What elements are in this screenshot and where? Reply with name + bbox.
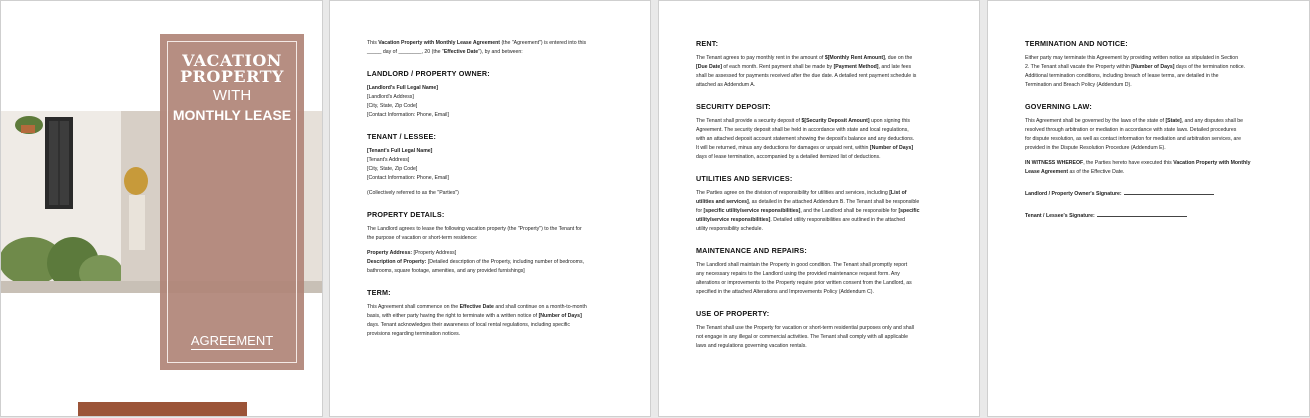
landlord-city: [City, State, Zip Code] xyxy=(367,103,418,109)
tenant-signature-label: Tenant / Lessee's Signature: xyxy=(1025,213,1095,219)
utilities-list: utilities and services] xyxy=(696,199,749,205)
property-heading: PROPERTY DETAILS: xyxy=(367,210,445,219)
rent-due-date: [Due Date] xyxy=(696,64,722,70)
witness-text: , the Parties hereto have executed this xyxy=(1083,160,1174,166)
maintenance-text: alterations or improvements to the Property require prior written consent from the Landlord, as xyxy=(696,280,912,286)
use-text: The Tenant shall use the Property for vacation or short-term residential purposes only and shall xyxy=(696,325,914,331)
intro-paragraph xyxy=(367,39,615,57)
utilities-list: [List of xyxy=(889,190,907,196)
intro-text: "), by and between: xyxy=(478,49,523,55)
tenant-signature-line xyxy=(1025,211,1273,221)
use-paragraph xyxy=(696,324,944,351)
term-text: days. Tenant acknowledges their awareness of local rental regulations, including specific xyxy=(367,322,570,328)
term-effective-date: Effective Date xyxy=(459,304,494,310)
property-address-value: [Property Address] xyxy=(412,250,457,256)
law-text: resolved through arbitration or mediation in accordance with state laws. Detailed procedures xyxy=(1025,127,1237,133)
term-text: This Agreement shall commence on the xyxy=(367,304,460,310)
utilities-heading: UTILITIES AND SERVICES: xyxy=(696,174,793,183)
rent-text: shall be assessed for payments received after the due date. A detailed rent payment schedule is xyxy=(696,73,917,79)
landlord-signature-line xyxy=(1025,189,1273,199)
utilities-text: The Parties agree on the division of responsibility for utilities and services, including xyxy=(696,190,890,196)
termination-text: days of the termination notice. xyxy=(1174,64,1246,70)
termination-text: Either party may terminate this Agreement by providing written notice as stipulated in Section xyxy=(1025,55,1239,61)
term-days: [Number of Days] xyxy=(538,313,582,319)
tenant-city: [City, State, Zip Code] xyxy=(367,166,418,172)
property-description-label: Description of Property: xyxy=(367,259,427,265)
term-text: and shall continue on a month-to-month xyxy=(493,304,587,310)
use-text: not engage in any illegal or commercial activities. The Tenant shall comply with all applicable xyxy=(696,334,909,340)
deposit-text: upon signing this xyxy=(869,118,910,124)
law-text: for dispute resolution, as well as contact information for mediation and arbitration services, are xyxy=(1025,136,1241,142)
deposit-amount: $[Security Deposit Amount] xyxy=(801,118,870,124)
rent-amount: $[Monthly Rent Amount] xyxy=(824,55,885,61)
tenant-address: [Tenant's Address] xyxy=(367,157,410,163)
term-paragraph xyxy=(367,303,615,339)
termination-text: 2. The Tenant shall vacate the Property within xyxy=(1025,64,1132,70)
cover-title-line3: WITH xyxy=(212,87,252,104)
law-text: provided in the Dispute Resolution Procedure (Addendum E). xyxy=(1025,145,1166,151)
cover-title-line1: VACATION xyxy=(182,51,282,70)
intro-effective-date: Effective Date xyxy=(443,49,479,55)
tenant-signature-field[interactable] xyxy=(1097,211,1187,217)
landlord-signature-label: Landlord / Property Owner's Signature: xyxy=(1025,191,1122,197)
landlord-heading: LANDLORD / PROPERTY OWNER: xyxy=(367,69,490,78)
termination-text: Termination and Breach Policy (Addendum D). xyxy=(1025,82,1132,88)
landlord-name: [Landlord's Full Legal Name] xyxy=(367,85,438,91)
landlord-signature-field[interactable] xyxy=(1124,189,1214,195)
page2-text xyxy=(367,39,615,339)
collectively-note: (Collectively referred to as the "Parties") xyxy=(367,190,459,196)
intro-text: (the "Agreement") is entered into this xyxy=(500,40,587,46)
termination-heading: TERMINATION AND NOTICE: xyxy=(1025,39,1128,48)
maintenance-text: The Landlord shall maintain the Property in good condition. The Tenant shall promptly report xyxy=(696,262,908,268)
cover-title-line4: MONTHLY LEASE xyxy=(172,107,292,123)
deposit-heading: SECURITY DEPOSIT: xyxy=(696,102,771,111)
utilities-text: , and the Landlord shall be responsible for xyxy=(800,208,899,214)
property-text: the purpose of vacation or short-term residence: xyxy=(367,235,478,241)
use-heading: USE OF PROPERTY: xyxy=(696,309,770,318)
rent-payment-method: [Payment Method] xyxy=(833,64,879,70)
utilities-text: , as detailed in the attached Addendum B. The Tenant shall be responsible xyxy=(748,199,920,205)
maintenance-text: specified in the attached Alterations and Improvements Policy (Addendum C). xyxy=(696,289,874,295)
witness-paragraph xyxy=(1025,159,1273,177)
property-description-value: bathrooms, square footage, amenities, and any provided furnishings] xyxy=(367,268,525,274)
tenant-name: [Tenant's Full Legal Name] xyxy=(367,148,433,154)
intro-agreement-name: Vacation Property with Monthly Lease Agreement xyxy=(378,40,500,46)
term-heading: TERM: xyxy=(367,288,391,297)
witness-lead: IN WITNESS WHEREOF xyxy=(1025,160,1084,166)
utilities-paragraph xyxy=(696,189,944,234)
cover-subtitle xyxy=(160,333,304,348)
witness-agreement-name: Vacation Property with Monthly xyxy=(1173,160,1251,166)
deposit-days: [Number of Days] xyxy=(869,145,914,151)
cover-accent-bar xyxy=(78,402,247,417)
tenant-heading: TENANT / LESSEE: xyxy=(367,132,437,141)
intro-text: _____ day of ________, 20 (the " xyxy=(367,49,444,55)
utilities-tenant-resp: [specific utility/service responsibilities] xyxy=(703,208,801,214)
term-text: provisions regarding termination notices. xyxy=(367,331,461,337)
rent-text: attached as Addendum A. xyxy=(696,82,756,88)
deposit-paragraph xyxy=(696,117,944,162)
rent-text: of each month. Rent payment shall be made by xyxy=(721,64,834,70)
utilities-text: utility responsibility schedule. xyxy=(696,226,763,232)
use-text: laws and regulations governing vacation rentals. xyxy=(696,343,807,349)
property-fields xyxy=(367,249,615,276)
deposit-text: with an attached deposit account statement showing the deposit's balance and any deductions. xyxy=(696,136,915,142)
law-paragraph xyxy=(1025,117,1273,153)
agreement-page-3 xyxy=(658,0,980,417)
property-text: The Landlord agrees to lease the following vacation property (the "Property") to the Tenant for xyxy=(367,226,582,232)
witness-agreement-name: Lease Agreement xyxy=(1025,169,1069,175)
property-intro xyxy=(367,225,615,243)
page4-text xyxy=(1025,39,1273,221)
utilities-text: . Detailed utility responsibilities are outlined in the attached xyxy=(770,217,906,223)
utilities-text: for xyxy=(696,208,704,214)
deposit-text: days of lease termination, accompanied by a detailed itemized list of deductions. xyxy=(696,154,881,160)
rent-text: The Tenant agrees to pay monthly rent in the amount of xyxy=(696,55,825,61)
landlord-address: [Landlord's Address] xyxy=(367,94,414,100)
termination-text: Additional termination conditions, including breach of lease terms, are detailed in the xyxy=(1025,73,1219,79)
termination-paragraph xyxy=(1025,54,1273,90)
property-address-label: Property Address: xyxy=(367,250,413,256)
utilities-landlord-resp: utility/service responsibilities] xyxy=(696,217,771,223)
law-text: , and any disputes shall be xyxy=(1181,118,1244,124)
page3-text xyxy=(696,39,944,351)
property-description-value: [Detailed description of the Property, including number of bedrooms, xyxy=(426,259,585,265)
agreement-page-4 xyxy=(987,0,1310,417)
maintenance-text: any necessary repairs to the Landlord using the provided maintenance request form. Any xyxy=(696,271,900,277)
agreement-page-2 xyxy=(329,0,651,417)
deposit-text: Agreement. The security deposit shall be held in accordance with state and local regulations, xyxy=(696,127,909,133)
tenant-block xyxy=(367,147,615,183)
cover-title-line2: PROPERTY xyxy=(180,67,284,86)
rent-text: , due on the xyxy=(884,55,913,61)
rent-heading: RENT: xyxy=(696,39,719,48)
deposit-text: The Tenant shall provide a security deposit of xyxy=(696,118,802,124)
maintenance-paragraph xyxy=(696,261,944,297)
maintenance-heading: MAINTENANCE AND REPAIRS: xyxy=(696,246,808,255)
cover-title xyxy=(160,53,304,122)
termination-days: [Number of Days] xyxy=(1131,64,1175,70)
law-heading: GOVERNING LAW: xyxy=(1025,102,1092,111)
rent-text: , and late fees xyxy=(878,64,912,70)
deposit-text: It will be returned, minus any deductions for damages or unpaid rent, within xyxy=(696,145,870,151)
utilities-landlord-resp: [specific xyxy=(898,208,920,214)
cover-subtitle-text: AGREEMENT xyxy=(190,333,274,348)
rent-paragraph xyxy=(696,54,944,90)
law-text: This Agreement shall be governed by the laws of the state of xyxy=(1025,118,1166,124)
term-text: basis, with either party having the right to terminate with a written notice of xyxy=(367,313,539,319)
law-state: [State] xyxy=(1165,118,1182,124)
landlord-block xyxy=(367,84,615,120)
witness-text: as of the Effective Date. xyxy=(1068,169,1125,175)
tenant-contact: [Contact Information: Phone, Email] xyxy=(367,175,449,181)
cover-page xyxy=(0,0,323,417)
intro-text: This xyxy=(367,40,379,46)
landlord-contact: [Contact Information: Phone, Email] xyxy=(367,112,449,118)
